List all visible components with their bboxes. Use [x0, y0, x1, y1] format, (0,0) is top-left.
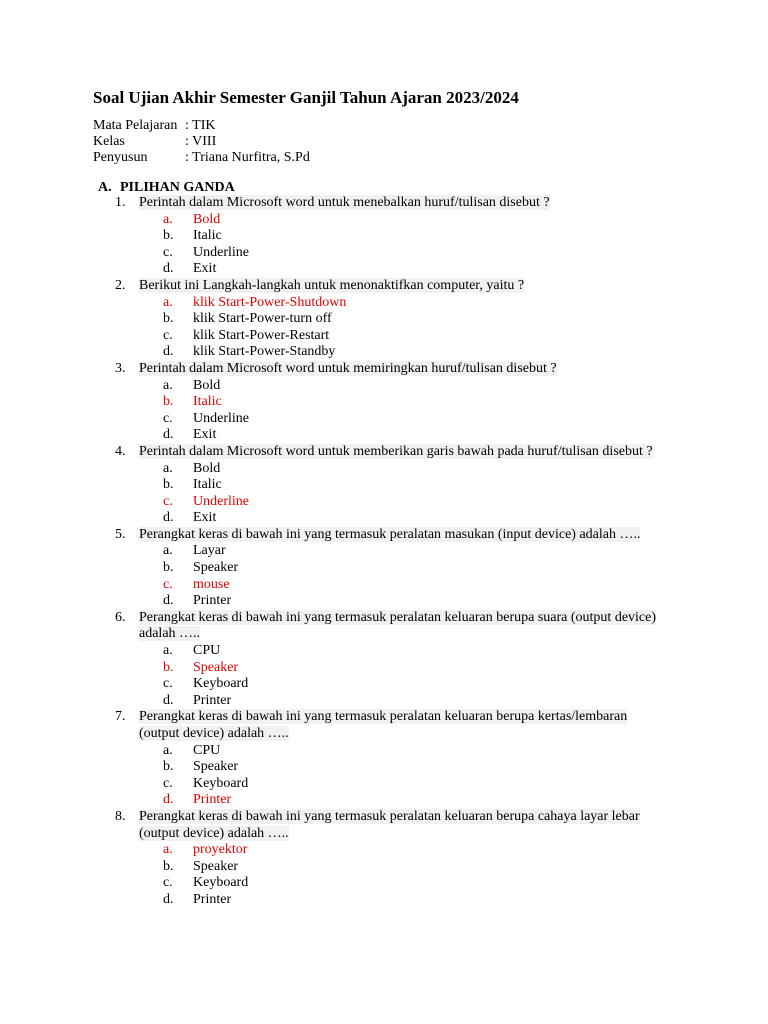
answer-option [0, 344, 768, 361]
answer-option [0, 759, 768, 776]
option-letter: d. [163, 510, 174, 526]
option-text: Speaker [193, 560, 239, 576]
option-letter: a. [163, 842, 173, 858]
meta-value: : TIK [185, 118, 216, 133]
answer-option [0, 427, 768, 444]
option-text: klik Start-Power-Standby [193, 344, 336, 360]
option-text: Printer [193, 792, 232, 808]
question-line [0, 826, 768, 843]
option-text: mouse [193, 576, 230, 592]
option-letter: d. [163, 891, 174, 907]
question-line [0, 626, 768, 643]
answer-option [0, 776, 768, 793]
question-text-wrap [139, 626, 200, 643]
answer-option-correct [0, 792, 768, 809]
question-text-wrap [139, 278, 524, 295]
option-letter: a. [163, 543, 173, 559]
option-letter: c. [163, 327, 173, 343]
answer-option [0, 477, 768, 494]
question-number: 6. [115, 609, 126, 625]
answer-option-correct [0, 394, 768, 411]
answer-option [0, 859, 768, 876]
option-letter: d. [163, 344, 174, 360]
question-text: Perangkat keras di bawah ini yang termasuk peralatan keluaran berupa suara (output device) [139, 609, 657, 625]
option-letter: a. [163, 460, 173, 476]
answer-option [0, 560, 768, 577]
option-text: proyektor [193, 842, 248, 858]
option-text: Speaker [193, 759, 239, 775]
question-text-wrap [139, 444, 653, 461]
answer-option-correct [0, 577, 768, 594]
question-text-wrap [139, 809, 640, 826]
question-number: 8. [115, 808, 126, 824]
question-number: 3. [115, 360, 126, 376]
option-letter: b. [163, 228, 174, 244]
answer-option [0, 378, 768, 395]
question-list [0, 195, 768, 909]
option-text: Italic [193, 477, 222, 493]
section-letter: A. [98, 180, 112, 195]
option-letter: b. [163, 858, 174, 874]
question-text: Perintah dalam Microsoft word untuk memberikan garis bawah pada huruf/tulisan disebut ? [139, 443, 653, 459]
question-text-wrap [139, 709, 627, 726]
option-letter: b. [163, 311, 174, 327]
answer-option [0, 245, 768, 262]
option-letter: d. [163, 792, 174, 808]
question-line [0, 726, 768, 743]
question-text: Perangkat keras di bawah ini yang termasuk peralatan masukan (input device) adalah ….. [139, 526, 641, 542]
question-number: 2. [115, 277, 126, 293]
answer-option-correct [0, 660, 768, 677]
option-letter: a. [163, 742, 173, 758]
option-text: Printer [193, 891, 232, 907]
option-letter: b. [163, 659, 174, 675]
option-text: klik Start-Power-turn off [193, 311, 332, 327]
answer-option [0, 643, 768, 660]
option-text: Printer [193, 692, 232, 708]
option-letter: a. [163, 294, 173, 310]
question-line [0, 809, 768, 826]
answer-option [0, 311, 768, 328]
option-letter: d. [163, 261, 174, 277]
option-text: Keyboard [193, 875, 249, 891]
answer-option [0, 261, 768, 278]
option-letter: d. [163, 692, 174, 708]
question-item [0, 361, 768, 444]
question-text-wrap [139, 527, 640, 544]
question-number: 4. [115, 443, 126, 459]
answer-option [0, 892, 768, 909]
question-text: Berikut ini Langkah-langkah untuk menonaktifkan computer, yaitu ? [139, 277, 525, 293]
answer-option [0, 693, 768, 710]
question-item [0, 444, 768, 527]
option-letter: b. [163, 759, 174, 775]
option-text: Speaker [193, 858, 239, 874]
answer-option-correct [0, 212, 768, 229]
answer-option-correct [0, 494, 768, 511]
option-letter: b. [163, 560, 174, 576]
answer-option [0, 875, 768, 892]
option-letter: c. [163, 493, 173, 509]
meta-label: Penyusun [93, 150, 148, 165]
question-text-wrap [139, 610, 656, 627]
answer-option [0, 543, 768, 560]
option-letter: d. [163, 593, 174, 609]
question-item [0, 809, 768, 909]
option-letter: c. [163, 410, 173, 426]
question-text: (output device) adalah ….. [139, 825, 289, 841]
question-line [0, 444, 768, 461]
option-text: klik Start-Power-Shutdown [193, 294, 347, 310]
question-text: adalah ….. [139, 626, 201, 642]
question-item [0, 610, 768, 710]
document-title: Soal Ujian Akhir Semester Ganjil Tahun Ajaran 2023/2024 [93, 88, 519, 107]
answer-option [0, 461, 768, 478]
section-title: PILIHAN GANDA [120, 180, 235, 195]
option-text: CPU [193, 742, 221, 758]
option-text: Underline [193, 244, 249, 260]
meta-value: : VIII [185, 134, 217, 149]
answer-option [0, 411, 768, 428]
option-letter: b. [163, 477, 174, 493]
question-line [0, 278, 768, 295]
option-text: Underline [193, 493, 249, 509]
question-item [0, 278, 768, 361]
question-text: (output device) adalah ….. [139, 726, 289, 741]
answer-option [0, 510, 768, 527]
meta-label: Kelas [93, 134, 125, 149]
question-text-wrap [139, 726, 289, 743]
answer-option [0, 743, 768, 760]
question-number: 5. [115, 526, 126, 542]
answer-option-correct [0, 295, 768, 312]
option-text: Bold [193, 211, 221, 227]
option-text: klik Start-Power-Restart [193, 327, 330, 343]
option-letter: c. [163, 875, 173, 891]
question-line [0, 195, 768, 212]
option-text: Printer [193, 593, 232, 609]
answer-option-correct [0, 842, 768, 859]
section-heading [98, 180, 235, 196]
question-item [0, 527, 768, 610]
answer-option [0, 593, 768, 610]
option-letter: c. [163, 244, 173, 260]
option-letter: a. [163, 211, 173, 227]
option-text: Bold [193, 377, 221, 393]
question-text-wrap [139, 826, 289, 843]
option-text: Exit [193, 427, 217, 443]
option-letter: b. [163, 394, 174, 410]
question-number: 7. [115, 709, 126, 725]
question-line [0, 709, 768, 726]
answer-option [0, 328, 768, 345]
question-text: Perintah dalam Microsoft word untuk menebalkan huruf/tulisan disebut ? [139, 195, 550, 210]
question-number: 1. [115, 195, 126, 210]
answer-option [0, 676, 768, 693]
question-text: Perangkat keras di bawah ini yang termasuk peralatan keluaran berupa cahaya layar lebar [139, 808, 640, 824]
answer-option [0, 228, 768, 245]
option-text: CPU [193, 643, 221, 659]
option-letter: a. [163, 377, 173, 393]
option-text: Exit [193, 510, 217, 526]
option-letter: a. [163, 643, 173, 659]
meta-label: Mata Pelajaran [93, 118, 178, 133]
option-text: Layar [193, 543, 226, 559]
question-line [0, 527, 768, 544]
question-text: Perintah dalam Microsoft word untuk memiringkan huruf/tulisan disebut ? [139, 360, 557, 376]
question-line [0, 610, 768, 627]
question-item [0, 709, 768, 809]
option-letter: c. [163, 775, 173, 791]
option-text: Bold [193, 460, 221, 476]
option-text: Italic [193, 228, 222, 244]
option-letter: c. [163, 576, 173, 592]
question-text-wrap [139, 361, 557, 378]
option-text: Speaker [193, 659, 239, 675]
option-text: Exit [193, 261, 217, 277]
option-text: Keyboard [193, 676, 249, 692]
option-text: Italic [193, 394, 222, 410]
question-line [0, 361, 768, 378]
question-text-wrap [139, 195, 550, 212]
question-text: Perangkat keras di bawah ini yang termasuk peralatan keluaran berupa kertas/lembaran [139, 709, 628, 725]
meta-value: : Triana Nurfitra, S.Pd [185, 150, 310, 165]
option-text: Underline [193, 410, 249, 426]
question-item [0, 195, 768, 278]
option-letter: d. [163, 427, 174, 443]
option-text: Keyboard [193, 775, 249, 791]
option-letter: c. [163, 676, 173, 692]
